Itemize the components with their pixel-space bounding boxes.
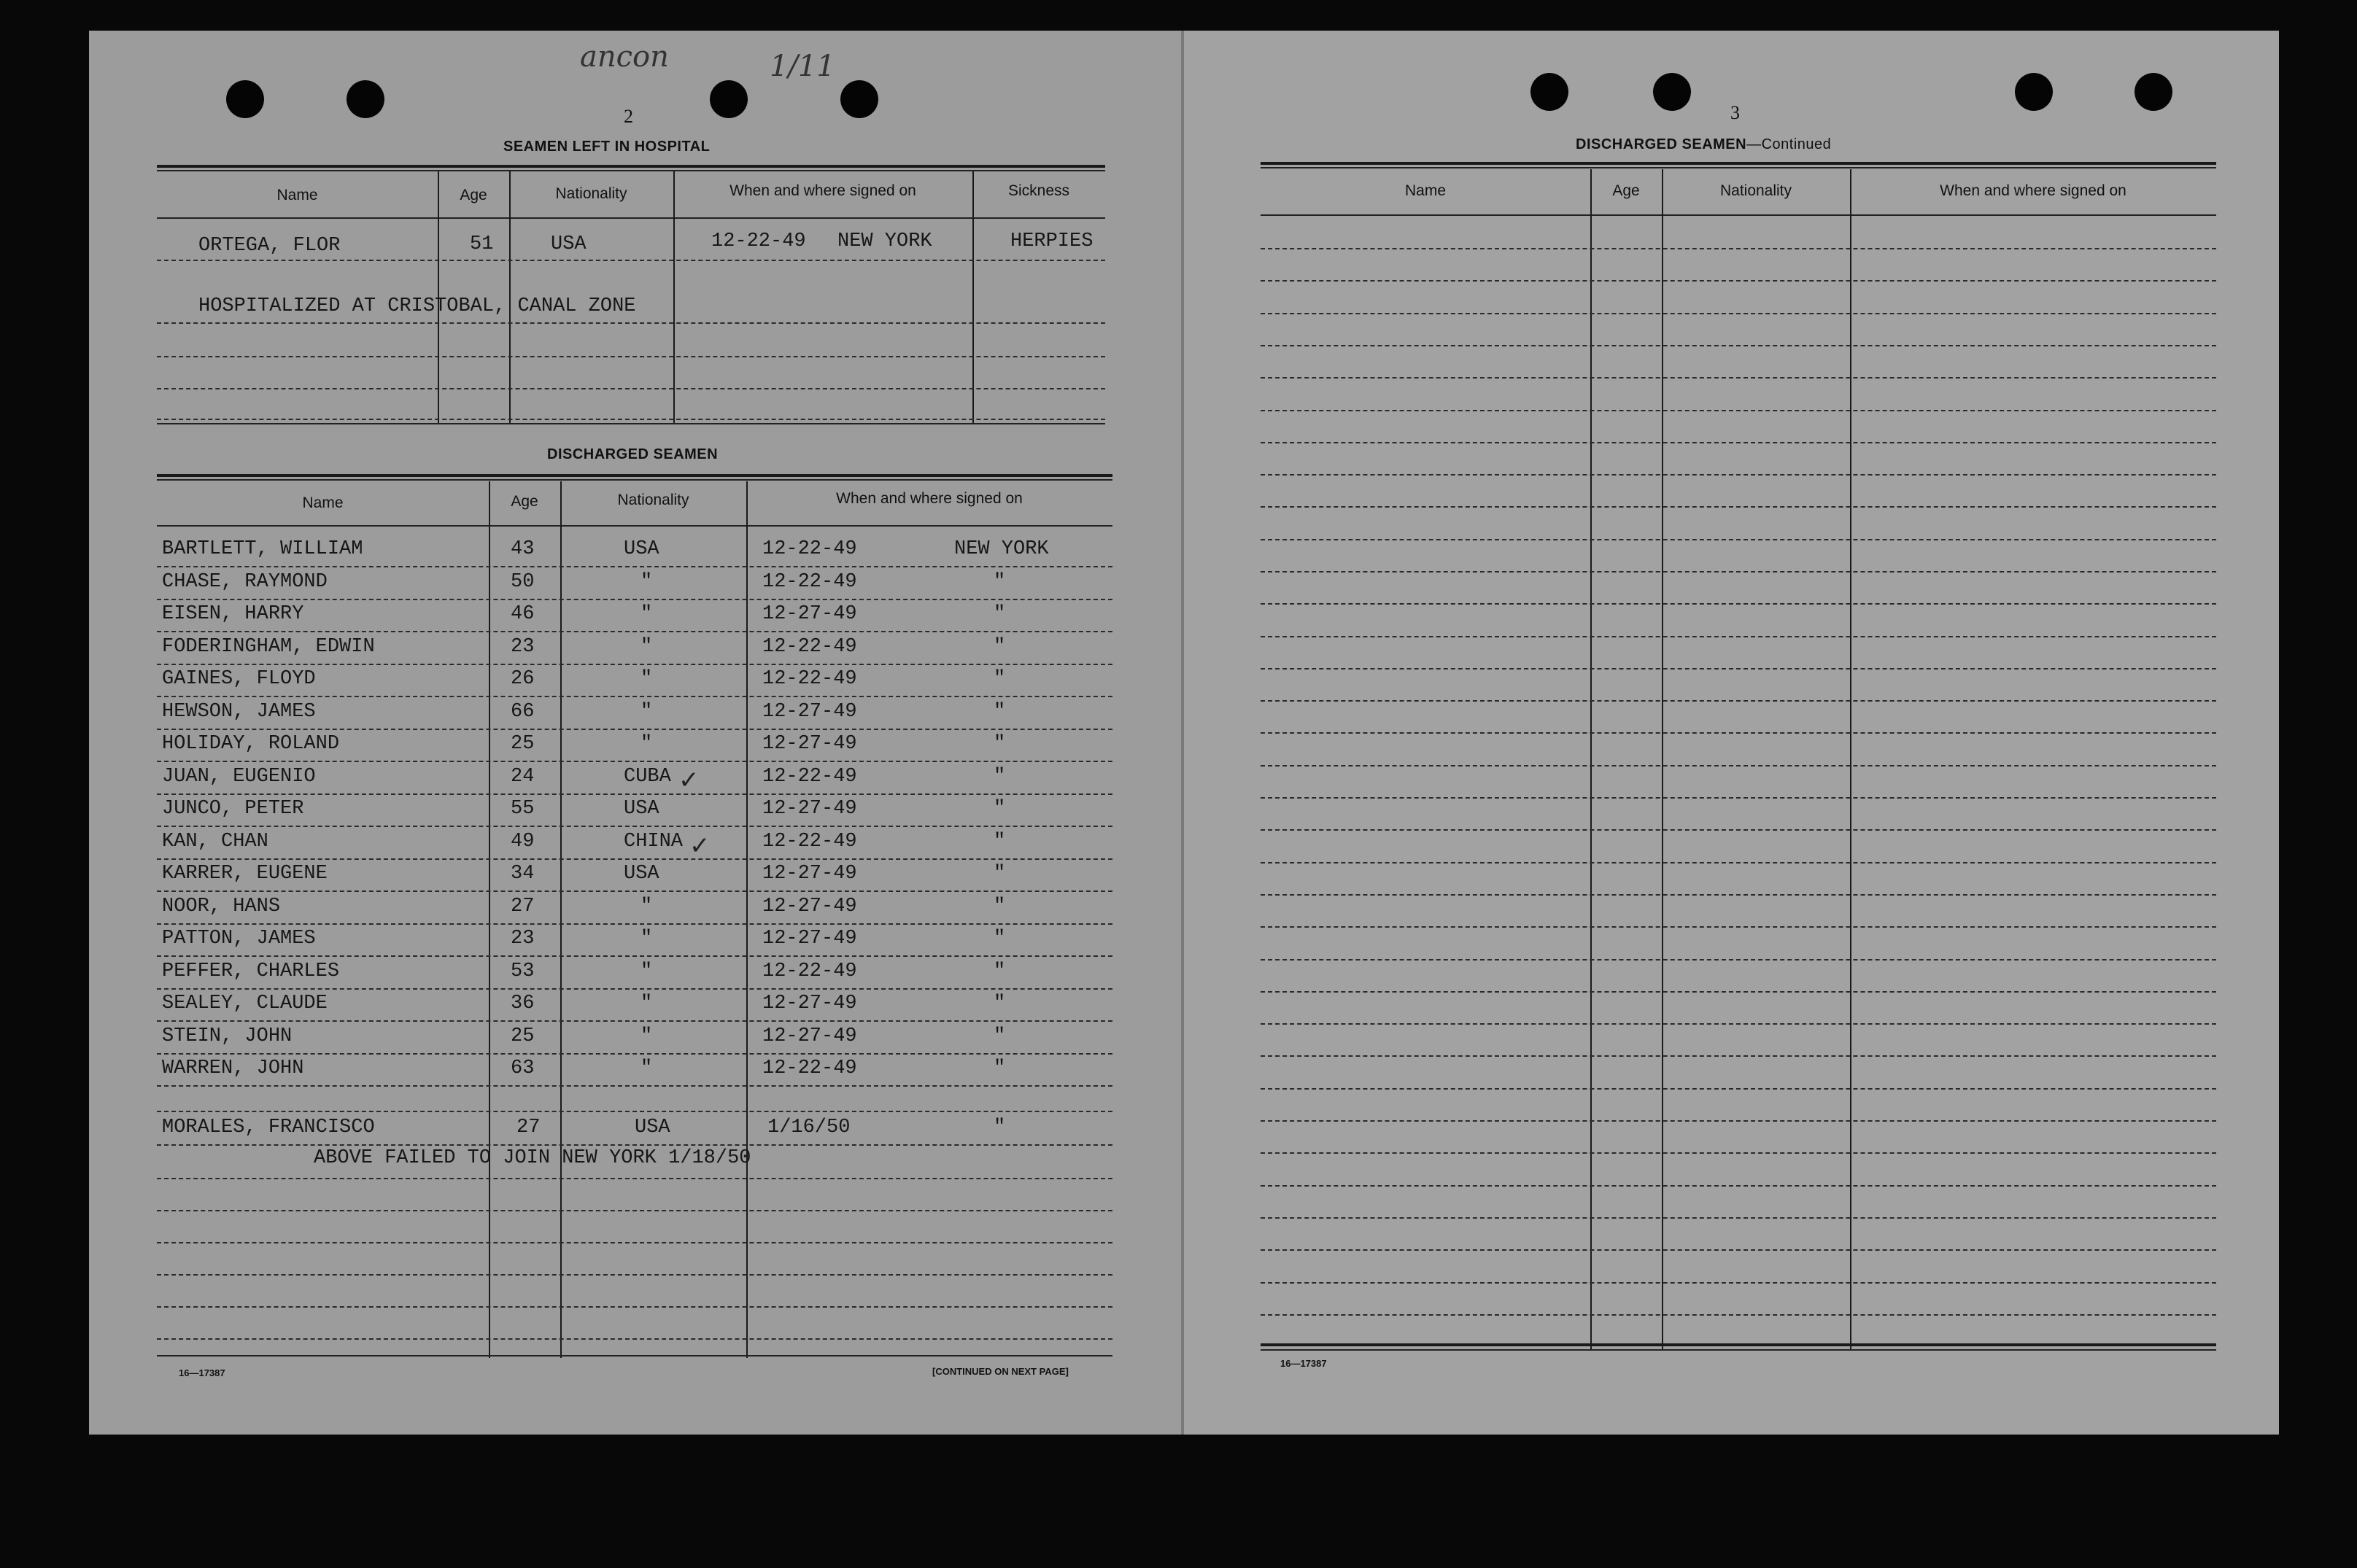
seaman-date: 12-22-49 [762,831,857,853]
seaman-nationality: USA [624,538,659,560]
seaman-name: WARREN, JOHN [162,1057,304,1079]
punch-hole [1653,73,1691,111]
column-divider [489,481,490,1358]
punch-hole [2135,73,2172,111]
hospital-age: 51 [470,233,494,255]
ruled-line [157,1020,1112,1022]
column-header: Nationality [617,492,689,508]
seaman-date: 12-27-49 [762,993,857,1014]
ruled-line [157,566,1112,567]
ruled-line [157,923,1112,925]
column-header: Age [511,493,538,510]
seaman-date: 12-27-49 [762,603,857,625]
seaman-nationality: " [640,636,653,658]
seaman-nationality: USA [635,1117,670,1138]
seaman-age: 63 [511,1057,535,1079]
ruled-line [1261,894,2216,896]
seaman-age: 25 [511,1025,535,1047]
seaman-nationality: USA [624,863,659,885]
seaman-place: " [994,1025,1006,1047]
ruled-line [157,356,1105,357]
seaman-place: " [994,701,1006,723]
seaman-nationality: " [640,603,653,625]
column-divider [673,171,675,423]
failed-to-join-note: ABOVE FAILED TO JOIN NEW YORK 1/18/50 [314,1147,751,1169]
seaman-place: " [994,603,1006,625]
seaman-place: " [994,928,1006,950]
ruled-line [1261,506,2216,508]
ruled-line [1261,1120,2216,1122]
seaman-age: 49 [511,831,535,853]
ruled-line [1261,1249,2216,1251]
seaman-name: BARTLETT, WILLIAM [162,538,363,560]
ruled-line [157,1111,1112,1112]
ruled-line [1261,442,2216,443]
hospital-date: 12-22-49 [711,230,806,252]
ruled-line [1261,1055,2216,1057]
ruled-line [157,1144,1112,1146]
seaman-place: " [994,831,1006,853]
seaman-name: HOLIDAY, ROLAND [162,733,340,755]
header-rule [157,525,1112,527]
seaman-name: KARRER, EUGENE [162,863,328,885]
seaman-nationality: " [640,928,653,950]
seaman-name: SEALEY, CLAUDE [162,993,328,1014]
seaman-date: 12-27-49 [762,798,857,820]
seaman-name: CHASE, RAYMOND [162,571,328,593]
seaman-date: 12-22-49 [762,960,857,982]
ruled-line [1261,1152,2216,1154]
ruled-line [1261,1023,2216,1025]
hospital-name: ORTEGA, FLOR [198,235,341,257]
seaman-nationality: " [640,960,653,982]
punch-hole [1530,73,1568,111]
ruled-line [157,988,1112,990]
seaman-date: 12-27-49 [762,928,857,950]
ruled-line [1261,1314,2216,1316]
header-rule [1261,214,2216,216]
punch-hole [840,80,878,118]
seaman-nationality: CUBA [624,766,671,788]
check-mark: ✓ [689,831,711,861]
ruled-line [1261,959,2216,960]
ruled-line [1261,991,2216,993]
seaman-age: 50 [511,571,535,593]
ruled-line [1261,571,2216,573]
seaman-nationality: " [640,668,653,690]
seaman-place: " [994,960,1006,982]
seaman-name: NOOR, HANS [162,896,281,917]
column-divider [746,481,748,1358]
seaman-nationality: " [640,1025,653,1047]
seaman-date: 1/16/50 [767,1117,851,1138]
right-section-title: DISCHARGED SEAMEN—Continued [1576,136,1832,152]
seaman-nationality: " [640,1057,653,1079]
ruled-line [1261,797,2216,799]
ruled-line [1261,1217,2216,1219]
hospital-nationality: USA [551,233,587,255]
seaman-nationality: " [640,733,653,755]
ruled-line [1261,474,2216,476]
column-divider [1662,169,1663,1351]
seaman-name: PEFFER, CHARLES [162,960,340,982]
seaman-place: " [994,993,1006,1014]
seaman-age: 53 [511,960,535,982]
seaman-age: 66 [511,701,535,723]
seaman-name: HEWSON, JAMES [162,701,316,723]
seaman-name: FODERINGHAM, EDWIN [162,636,375,658]
seaman-place: " [994,863,1006,885]
seaman-name: GAINES, FLOYD [162,668,316,690]
header-rule [157,217,1105,219]
seaman-nationality: " [640,571,653,593]
table-top-rule [157,165,1105,168]
ruled-line [1261,1088,2216,1090]
ruled-line [157,1242,1112,1243]
seaman-place: " [994,1117,1006,1138]
table-bottom-rule [1261,1343,2216,1346]
ruled-line [1261,1282,2216,1284]
seaman-name: JUAN, EUGENIO [162,766,316,788]
ruled-line [157,631,1112,632]
seaman-name: STEIN, JOHN [162,1025,293,1047]
seaman-place: " [994,896,1006,917]
ruled-line [157,1210,1112,1211]
ruled-line [1261,345,2216,346]
continued-note: [CONTINUED ON NEXT PAGE] [932,1366,1069,1377]
ruled-line [1261,248,2216,249]
column-header: Nationality [555,185,627,202]
seaman-age: 23 [511,928,535,950]
seaman-nationality: USA [624,798,659,820]
ruled-line [1261,377,2216,379]
column-header: Nationality [1719,182,1792,199]
seaman-age: 26 [511,668,535,690]
ruled-line [1261,313,2216,314]
column-header: When and where signed on [1940,182,2126,199]
column-divider [560,481,562,1358]
seaman-age: 46 [511,603,535,625]
ruled-line [157,1306,1112,1308]
seaman-name: MORALES, FRANCISCO [162,1117,375,1138]
seaman-place: " [994,571,1006,593]
punch-hole [226,80,264,118]
handwritten-note: ancon [580,40,669,74]
seaman-nationality: " [640,896,653,917]
seaman-date: 12-27-49 [762,1025,857,1047]
page-fold [1181,31,1184,1435]
column-header: Sickness [1007,182,1070,199]
seaman-age: 27 [511,896,535,917]
seaman-age: 43 [511,538,535,560]
seaman-name: EISEN, HARRY [162,603,304,625]
table-bottom-rule [157,423,1105,424]
ruled-line [1261,410,2216,411]
seaman-name: KAN, CHAN [162,831,268,853]
seaman-nationality: CHINA [624,831,684,853]
seaman-place: " [994,733,1006,755]
ruled-line [157,1338,1112,1340]
ruled-line [1261,862,2216,863]
punch-hole [2015,73,2053,111]
discharged-section-title: DISCHARGED SEAMEN [547,446,719,462]
table-top-rule [157,474,1112,477]
table-top-rule [1261,162,2216,165]
ruled-line [157,599,1112,600]
seaman-age: 27 [516,1117,541,1138]
punch-hole [710,80,748,118]
ruled-line [157,955,1112,957]
seaman-nationality: " [640,993,653,1014]
ruled-line [157,793,1112,795]
seaman-nationality: " [640,701,653,723]
seaman-place: " [994,798,1006,820]
ruled-line [1261,765,2216,766]
punch-hole [347,80,384,118]
seaman-place: NEW YORK [954,538,1049,560]
column-header: Age [460,187,487,203]
check-mark: ✓ [678,766,700,795]
seaman-age: 55 [511,798,535,820]
seaman-age: 34 [511,863,535,885]
column-header: Name [1404,182,1447,199]
table-top-rule [157,170,1105,171]
seaman-place: " [994,668,1006,690]
hospital-section-title: SEAMEN LEFT IN HOSPITAL [503,139,711,155]
ruled-line [157,729,1112,730]
seaman-date: 12-22-49 [762,538,857,560]
page-number-right: 3 [1730,102,1740,123]
seaman-date: 12-22-49 [762,571,857,593]
hospital-note: HOSPITALIZED AT CRISTOBAL, CANAL ZONE [198,295,636,317]
column-header: Name [276,187,318,203]
ruled-line [157,260,1105,261]
seaman-age: 25 [511,733,535,755]
seaman-age: 23 [511,636,535,658]
ruled-line [157,826,1112,827]
hospital-place: NEW YORK [837,230,932,252]
page-number-left: 2 [624,106,633,127]
seaman-date: 12-22-49 [762,668,857,690]
ruled-line [1261,700,2216,702]
ruled-line [157,858,1112,860]
ruled-line [157,419,1105,420]
column-divider [1850,169,1851,1351]
hospital-sickness: HERPIES [1010,230,1094,252]
ruled-line [157,322,1105,324]
column-header: When and where signed on [729,182,916,199]
seaman-place: " [994,766,1006,788]
seaman-name: JUNCO, PETER [162,798,304,820]
ruled-line [157,1274,1112,1276]
ruled-line [157,1085,1112,1087]
seaman-age: 24 [511,766,535,788]
column-header: Age [1612,182,1640,199]
table-top-rule [1261,167,2216,168]
seaman-date: 12-22-49 [762,1057,857,1079]
column-header: Name [302,494,344,511]
seaman-age: 36 [511,993,535,1014]
ruled-line [1261,636,2216,637]
seaman-date: 12-22-49 [762,766,857,788]
form-number-left: 16—17387 [179,1367,225,1378]
ruled-line [157,1178,1112,1179]
table-bottom-rule [1261,1349,2216,1351]
column-header: When and where signed on [836,490,1023,507]
ruled-line [1261,603,2216,605]
table-bottom-rule [157,1355,1112,1357]
ruled-line [1261,668,2216,669]
ruled-line [157,664,1112,665]
ruled-line [1261,829,2216,831]
seaman-place: " [994,1057,1006,1079]
table-top-rule [157,479,1112,481]
seaman-name: PATTON, JAMES [162,928,316,950]
seaman-date: 12-27-49 [762,733,857,755]
seaman-date: 12-27-49 [762,701,857,723]
ruled-line [1261,1185,2216,1187]
seaman-date: 12-27-49 [762,896,857,917]
ruled-line [1261,280,2216,282]
seaman-date: 12-22-49 [762,636,857,658]
seaman-place: " [994,636,1006,658]
column-divider [972,171,974,423]
ruled-line [157,890,1112,892]
ruled-line [157,761,1112,762]
ruled-line [157,1053,1112,1055]
handwritten-fraction: 1/11 [770,50,835,83]
ruled-line [1261,926,2216,928]
ruled-line [157,696,1112,697]
seaman-date: 12-27-49 [762,863,857,885]
column-divider [1590,169,1592,1351]
ruled-line [1261,732,2216,734]
ruled-line [1261,539,2216,540]
form-number-right: 16—17387 [1280,1358,1327,1369]
ruled-line [157,388,1105,389]
